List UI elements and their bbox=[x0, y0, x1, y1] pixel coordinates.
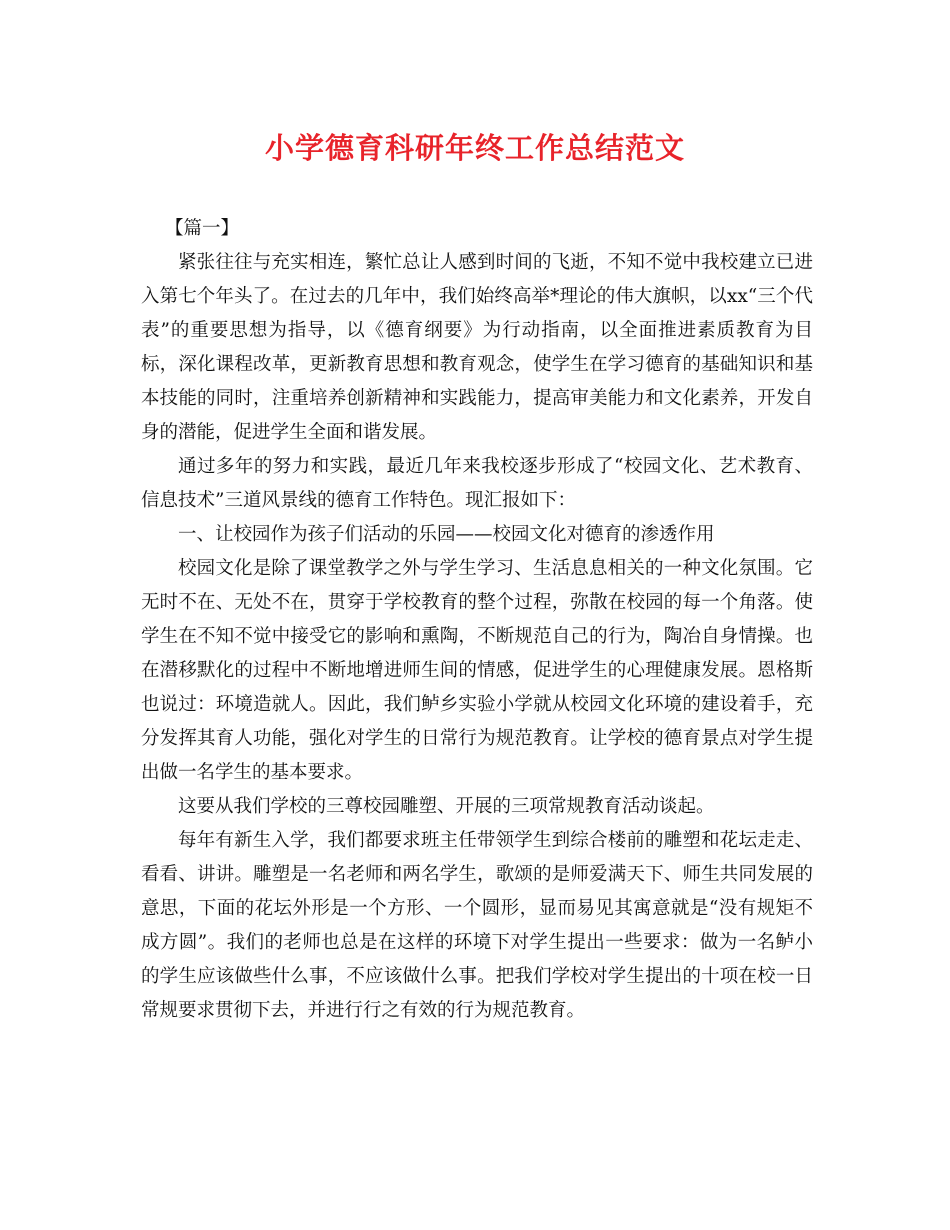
paragraph-intro: 紧张往往与充实相连，繁忙总让人感到时间的飞逝，不知不觉中我校建立已进入第七个年头了。在过去的几年中，我们始终高举*理论的伟大旗帜，以xx“三个代表”的重要思想为指导，以《德育纲要》为行动指南，以全面推进素质教育为目标，深化课程改革，更新教育思想和教育观念，使学生在学习德育的基础知识和基本技能的同时，注重培养创新精神和实践能力，提高审美能力和文化素养，开发自身的潜能，促进学生全面和谐发展。 bbox=[141, 252, 813, 443]
paragraph-summary: 通过多年的努力和实践，最近几年来我校逐步形成了“校园文化、艺术教育、信息技术”三道风景线的德育工作特色。现汇报如下： bbox=[141, 456, 813, 511]
section-heading-1: 一、让校园作为孩子们活动的乐园——校园文化对德育的渗透作用 bbox=[178, 524, 715, 545]
paragraph-campus-culture: 校园文化是除了课堂教学之外与学生学习、生活息息相关的一种文化氛围。它无时不在、无处不在，贯穿于学校教育的整个过程，弥散在校园的每一个角落。使学生在不知不觉中接受它的影响和熏陶，不断规范自己的行为，陶冶自身情操。也在潜移默化的过程中不断地增进师生间的情感，促进学生的心理健康发展。恩格斯也说过：环境造就人。因此，我们鲈乡实验小学就从校园文化环境的建设着手，充分发挥其育人功能，强化对学生的日常行为规范教育。让学校的德育景点对学生提出做一名学生的基本要求。 bbox=[141, 558, 813, 783]
section-label: 【篇一】 bbox=[165, 218, 240, 239]
paragraph-new-students: 每年有新生入学，我们都要求班主任带领学生到综合楼前的雕塑和花坛走走、看看、讲讲。雕塑是一名老师和两名学生，歌颂的是师爱满天下、师生共同发展的意思，下面的花坛外形是一个方形、一个圆形，显而易见其寓意就是“没有规矩不成方圆”。我们的老师也总是在这样的环境下对学生提出一些要求：做为一名鲈小的学生应该做些什么事，不应该做什么事。把我们学校对学生提出的十项在校一日常规要求贯彻下去，并进行行之有效的行为规范教育。 bbox=[141, 830, 813, 1021]
paragraph-sculptures: 这要从我们学校的三尊校园雕塑、开展的三项常规教育活动谈起。 bbox=[178, 796, 715, 817]
document-body bbox=[141, 212, 813, 1028]
document-title: 小学德育科研年终工作总结范文 bbox=[264, 131, 685, 165]
